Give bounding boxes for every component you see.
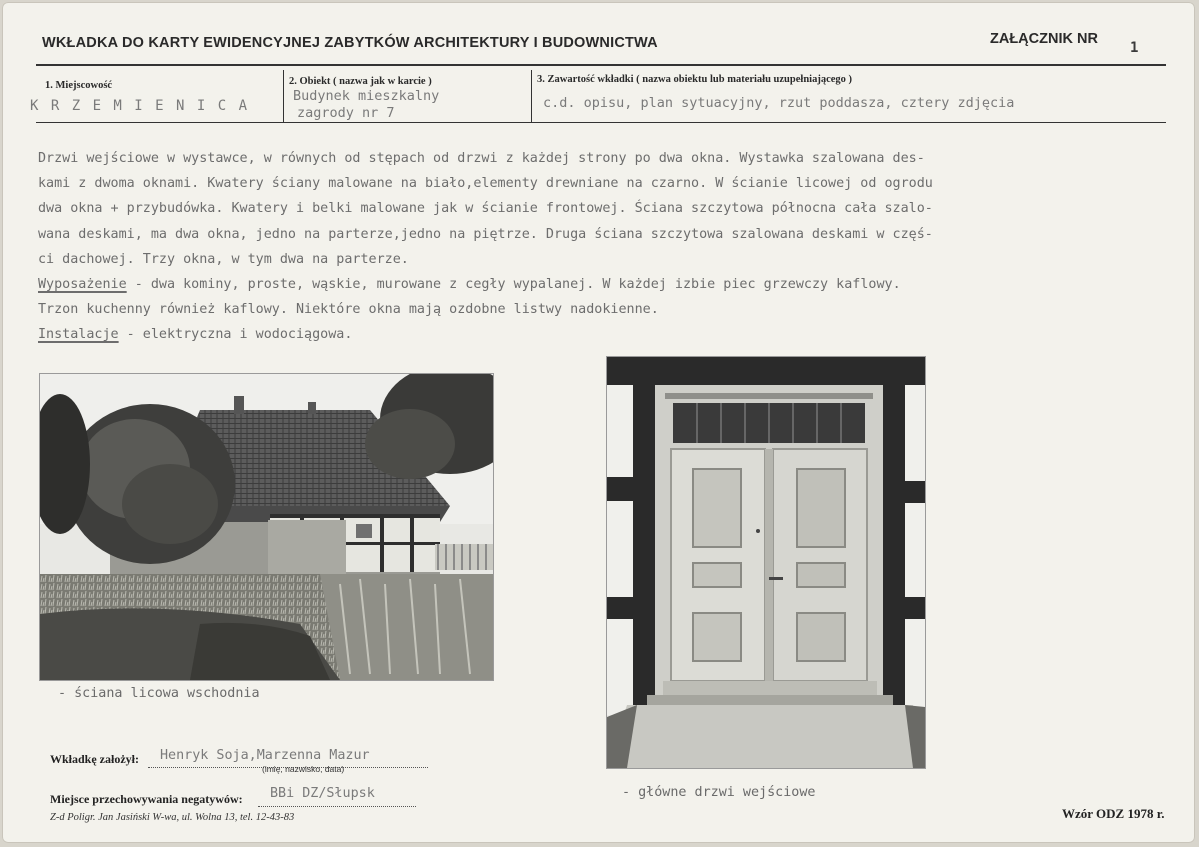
negatywy-value: BBi DZ/Słupsk	[270, 786, 375, 801]
zalozyl-value: Henryk Soja,Marzenna Mazur	[160, 748, 370, 763]
form-version: Wzór ODZ 1978 r.	[1062, 806, 1165, 821]
zalozyl-hint: (imię, nazwisko, data)	[262, 764, 345, 774]
fields-bottom-rule	[36, 122, 1166, 123]
wyposazenie-text: - dwa kominy, proste, wąskie, murowane z cegły wypalanej. W każdej izbie piec grzewczy kaflowy.	[126, 277, 901, 293]
negatywy-dotted-line	[258, 805, 416, 807]
wyposazenie-line	[38, 272, 1178, 297]
description-line-5: ci dachowej. Trzy okna, w tym dwa na parterze.	[38, 251, 409, 267]
miejscowosc-value: K R Z E M I E N I C A	[30, 98, 250, 114]
photo-main-door	[606, 356, 926, 769]
obiekt-value-line2: zagrody nr 7	[297, 105, 395, 121]
description-line-4: wana deskami, ma dwa okna, jedno na parterze,jedno na piętrze. Druga ściana szczytowa szalowana deskami w częś-	[38, 226, 933, 242]
description-line-1: Drzwi wejściowe w wystawce, w równych od stępach od drzwi z każdej strony po dwa okna. Wystawka szalowana des-	[38, 151, 925, 166]
miejscowosc-label: 1. Miejscowość	[45, 80, 113, 91]
top-rule	[36, 64, 1166, 66]
zawartosc-value: c.d. opisu, plan sytuacyjny, rzut poddasza, cztery zdjęcia	[543, 95, 1015, 111]
zawartosc-label: 3. Zawartość wkładki ( nazwa obiektu lub materiału uzupełniającego )	[537, 74, 853, 85]
field-divider-2	[531, 70, 532, 122]
field-divider-1	[283, 70, 284, 122]
left-photo-caption: - ściana licowa wschodnia	[58, 686, 260, 701]
instalacje-line	[38, 322, 1178, 347]
house-photo-illustration	[40, 374, 493, 680]
door-photo-illustration	[607, 357, 925, 768]
printer-imprint: Z-d Poligr. Jan Jasiński W-wa, ul. Wolna 13, tel. 12-43-83	[50, 812, 295, 823]
description-line-7: Trzon kuchenny również kaflowy. Niektóre okna mają ozdobne listwy nadokienne.	[38, 302, 659, 318]
zalacznik-number: 1	[1130, 40, 1139, 56]
description-text	[38, 146, 1178, 348]
description-line-3: dwa okna + przybudówka. Kwatery i belki malowane jak w ścianie frontowej. Ściana szczytowa północna cała szalo-	[38, 201, 933, 217]
zalozyl-label: Wkładkę założył:	[50, 752, 139, 766]
obiekt-label: 2. Obiekt ( nazwa jak w karcie )	[289, 76, 432, 87]
instalacje-text: - elektryczna i wodociągowa.	[118, 327, 353, 343]
instalacje-heading: Instalacje	[38, 327, 119, 343]
wyposazenie-heading: Wyposażenie	[38, 277, 127, 293]
negatywy-label: Miejsce przechowywania negatywów:	[50, 792, 243, 806]
description-line-2: kami z dwoma oknami. Kwatery ściany malowane na biało,elementy drewniane na czarno. W ścianie licowej od ogrodu	[38, 176, 933, 192]
photo-east-facade	[39, 373, 494, 681]
right-photo-caption: - główne drzwi wejściowe	[622, 785, 816, 800]
zalacznik-label: ZAŁĄCZNIK NR	[990, 31, 1098, 47]
obiekt-value-line1: Budynek mieszkalny	[293, 88, 440, 104]
form-title: WKŁADKA DO KARTY EWIDENCYJNEJ ZABYTKÓW ARCHITEKTURY I BUDOWNICTWA	[42, 35, 658, 51]
